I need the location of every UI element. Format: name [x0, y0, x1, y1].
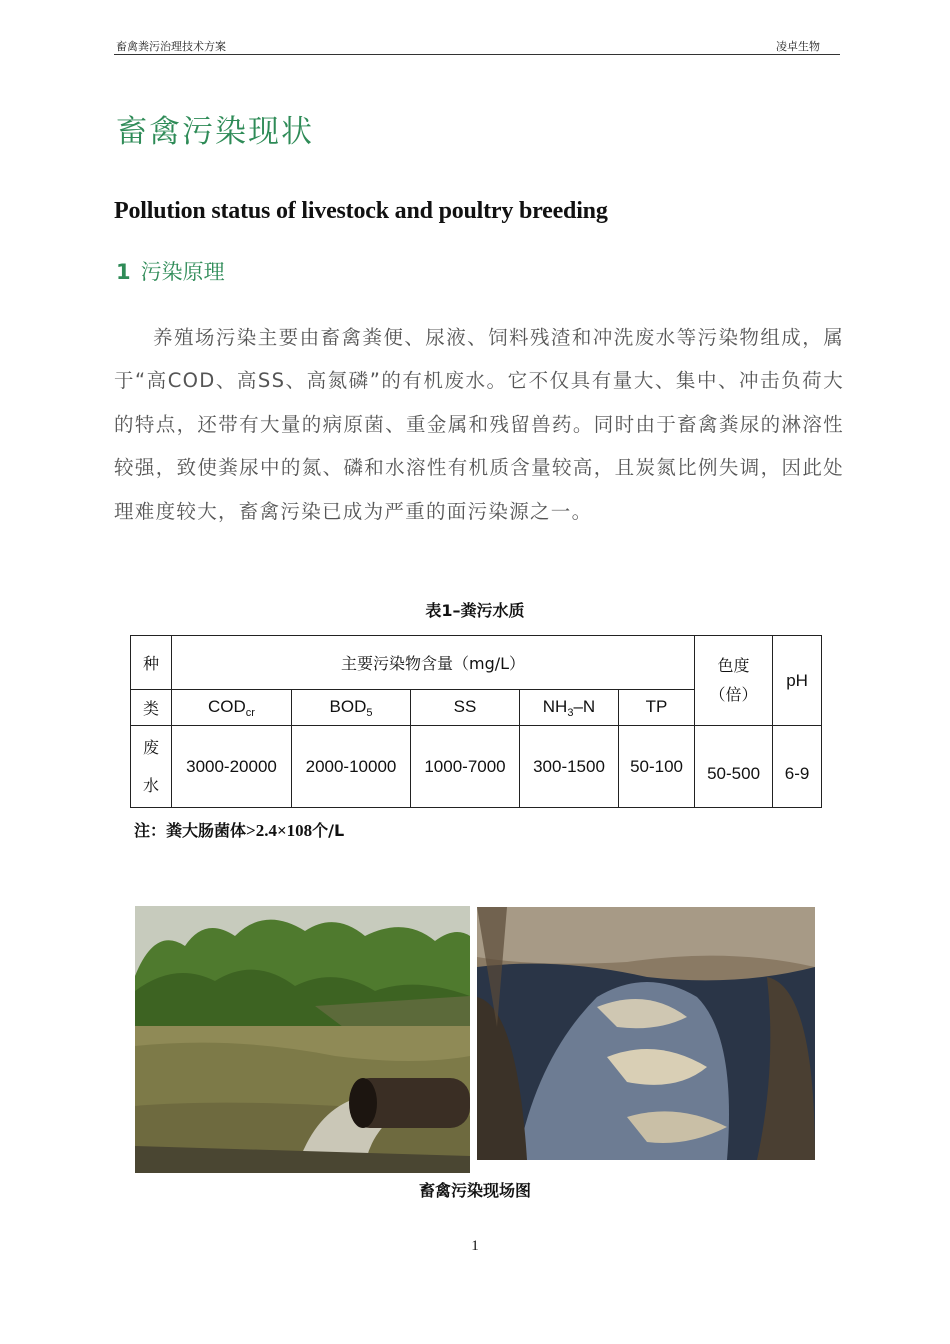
note-unit: 个/L: [312, 821, 345, 840]
pollution-photo-pipe: [135, 906, 470, 1173]
row-type-cell: 废 水: [131, 726, 172, 808]
section-title: 污染原理: [140, 260, 225, 284]
figure-caption: 畜禽污染现场图: [418, 1181, 531, 1200]
value-cod: 3000-20000: [172, 726, 292, 808]
page-title: 畜禽污染现状: [116, 114, 314, 150]
english-subtitle: Pollution status of livestock and poultry breeding: [114, 198, 608, 224]
col-header-nh3n: $NH_3-N$: [520, 690, 619, 726]
value-nh3n: 300-1500: [520, 726, 619, 808]
color-header-line1: 色度: [717, 655, 750, 675]
body-paragraph: 养殖场污染主要由畜禽粪便、尿液、饲料残渣和冲洗废水等污染物组成，属于“高COD、高SS、高氮磷”的有机废水。它不仅具有量大、集中、冲击负荷大的特点，还带有大量的病原菌、重金属和残留兽药。同时由于畜禽粪尿的淋溶性较强，致使粪尿中的氮、磷和水溶性有机质含量较高，且炭氮比例失调，因此处理难度较大，畜禽污染已成为严重的面污染源之一。: [114, 326, 844, 523]
value-ph: 6-9: [773, 726, 822, 808]
value-tp: 50-100: [619, 726, 695, 808]
header-company: 凌卓生物: [776, 40, 820, 53]
type-header-top: 种: [131, 636, 172, 690]
page-header: [114, 38, 840, 55]
col-header-ss: SS: [411, 690, 520, 726]
col-header-tp: TP: [619, 690, 695, 726]
ph-header: pH: [773, 636, 822, 726]
note-value: >2.4×108: [246, 821, 313, 840]
water-quality-table: [130, 635, 822, 808]
page-number: 1: [471, 1238, 479, 1254]
value-ss: 1000-7000: [411, 726, 520, 808]
header-doc-title: 畜禽粪污治理技术方案: [116, 40, 226, 53]
pollution-photo-ditch: [477, 907, 815, 1160]
color-header: [695, 636, 773, 726]
col-header-bod: $BOD_5$: [292, 690, 411, 726]
color-header-line2: （倍）: [709, 684, 758, 704]
table-caption: 表1–粪污水质: [425, 601, 525, 620]
value-bod: 2000-10000: [292, 726, 411, 808]
col-header-cod: $COD_{cr}$: [172, 690, 292, 726]
value-color: 50-500: [695, 726, 773, 808]
type-header-bottom: 类: [131, 690, 172, 726]
section-number: 1: [116, 260, 131, 284]
note-prefix: 注：粪大肠菌体: [134, 821, 247, 840]
pollutant-group-header: 主要污染物含量（mg/L）: [172, 636, 695, 690]
table-header-row: [131, 636, 822, 690]
table-row: [131, 726, 822, 808]
table-note: [134, 818, 344, 841]
section-heading: [116, 256, 225, 286]
